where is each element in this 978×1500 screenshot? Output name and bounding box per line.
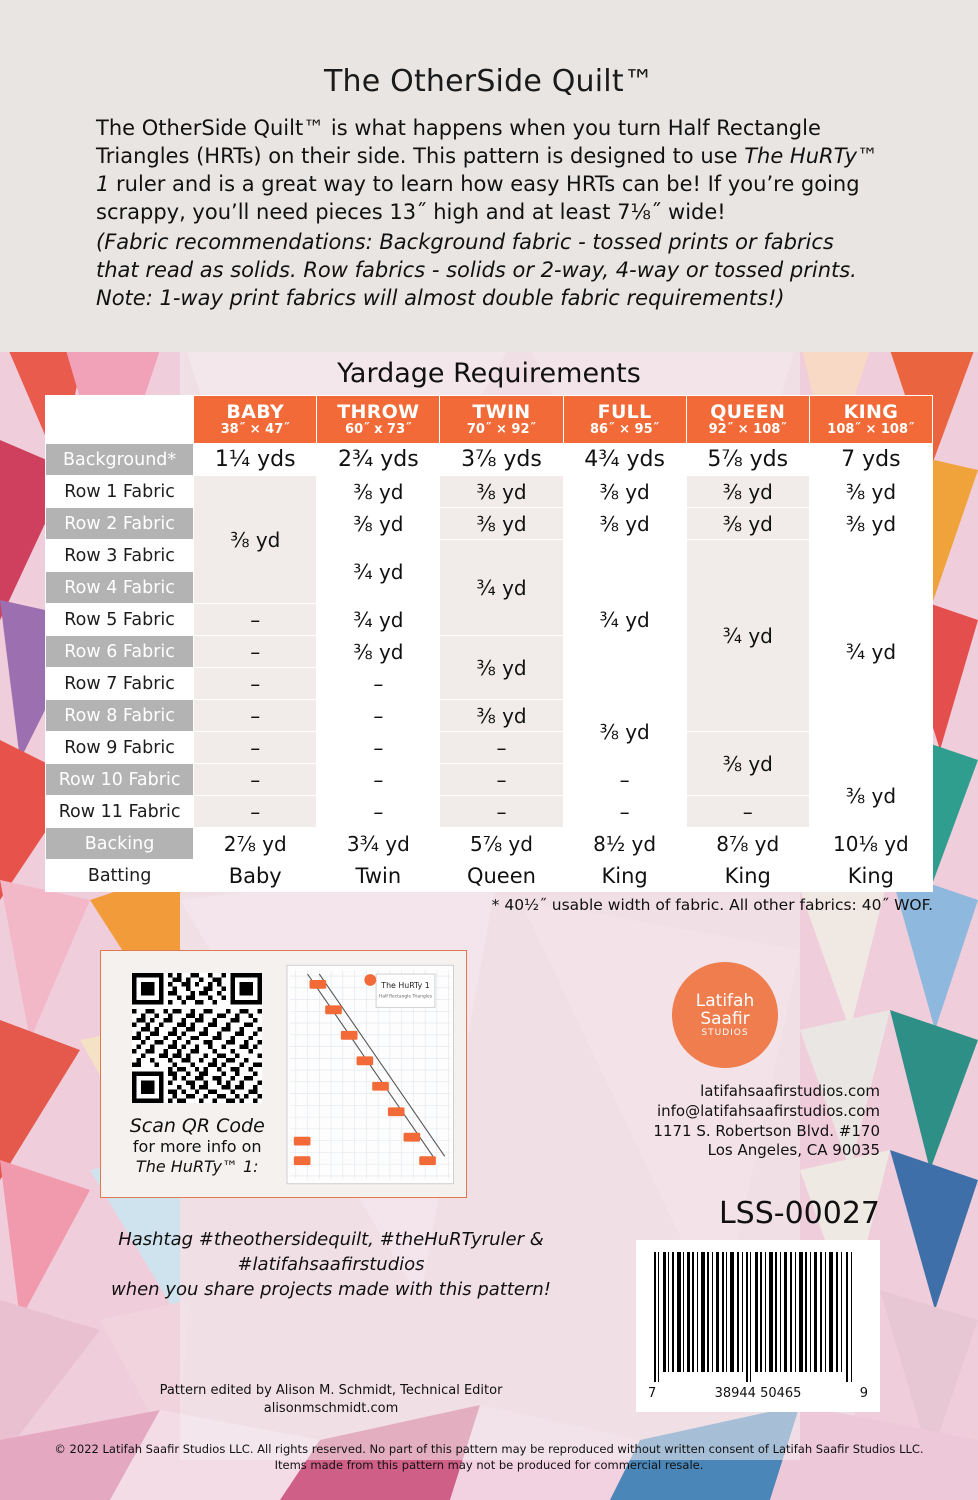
cell-rows3to5-twin: ¾ yd bbox=[440, 540, 563, 636]
ruler-name-italic: The HuRTy™ 1 bbox=[96, 143, 879, 196]
row-label-row5: Row 5 Fabric bbox=[46, 604, 194, 636]
barcode-main-digits: 38944 50465 bbox=[714, 1386, 802, 1401]
cell-background-throw: 2¾ yds bbox=[317, 444, 440, 476]
copyright-block bbox=[49, 1442, 929, 1473]
cell-rows9to10-queen: ⅜ yd bbox=[686, 732, 809, 796]
contact-address-line2: Los Angeles, CA 90035 bbox=[707, 1141, 880, 1160]
intro-text-part1: The OtherSide Quilt™ is what happens when you turn Half Rectangle Triangles (HRTs) on their side. This pattern is designed to use bbox=[96, 116, 821, 168]
cell-row11-throw: – bbox=[317, 796, 440, 828]
cell-row1-twin: ⅜ yd bbox=[440, 476, 563, 508]
cell-rows6to7-twin: ⅜ yd bbox=[440, 636, 563, 700]
hashtags-line1: Hashtag #theothersidequilt, #theHuRTyruler & bbox=[118, 1229, 544, 1250]
column-header-throw bbox=[317, 396, 440, 444]
cell-backing-full: 8½ yd bbox=[563, 828, 686, 860]
cell-batting-king: King bbox=[809, 860, 932, 892]
cell-row6-baby: – bbox=[194, 636, 317, 668]
cell-rows10to11-king: ⅜ yd bbox=[809, 764, 932, 828]
cell-row2-twin: ⅜ yd bbox=[440, 508, 563, 540]
size-dims: 86˝ × 95˝ bbox=[590, 421, 660, 437]
cell-rows3to9-king: ¾ yd bbox=[809, 540, 932, 764]
qr-caption-product: The HuRTy™ 1: bbox=[135, 1156, 259, 1176]
copyright-line2: Items made from this pattern may not be produced for commercial resale. bbox=[274, 1457, 704, 1472]
cell-row2-full: ⅜ yd bbox=[563, 508, 686, 540]
cell-batting-throw: Twin bbox=[317, 860, 440, 892]
cell-row11-queen: – bbox=[686, 796, 809, 828]
cell-row6-throw: ⅜ yd bbox=[317, 636, 440, 668]
row-label-row9: Row 9 Fabric bbox=[46, 732, 194, 764]
cell-row8-baby: – bbox=[194, 700, 317, 732]
editor-credit-line: Pattern edited by Alison M. Schmidt, Technical Editor bbox=[159, 1383, 503, 1398]
column-header-baby bbox=[194, 396, 317, 444]
cell-row10-twin: – bbox=[440, 764, 563, 796]
table-row bbox=[46, 860, 933, 892]
cell-rows1to4-baby: ⅜ yd bbox=[194, 476, 317, 604]
row-label-row7: Row 7 Fabric bbox=[46, 668, 194, 700]
size-name: QUEEN bbox=[710, 400, 786, 423]
column-header-twin bbox=[440, 396, 563, 444]
cell-background-queen: 5⅞ yds bbox=[686, 444, 809, 476]
size-name: BABY bbox=[226, 400, 285, 423]
cell-row5-baby: – bbox=[194, 604, 317, 636]
cell-row10-baby: – bbox=[194, 764, 317, 796]
table-row bbox=[46, 508, 933, 540]
editor-credit-block bbox=[96, 1382, 566, 1417]
cell-row2-throw: ⅜ yd bbox=[317, 508, 440, 540]
column-header-full bbox=[563, 396, 686, 444]
cell-row1-queen: ⅜ yd bbox=[686, 476, 809, 508]
table-row bbox=[46, 828, 933, 860]
cell-row5-throw: ¾ yd bbox=[317, 604, 440, 636]
cell-row9-baby: – bbox=[194, 732, 317, 764]
cell-backing-twin: 5⅞ yd bbox=[440, 828, 563, 860]
row-label-batting: Batting bbox=[46, 860, 194, 892]
cell-row9-twin: – bbox=[440, 732, 563, 764]
hashtags-line2: #latifahsaafirstudios bbox=[237, 1253, 425, 1275]
cell-row2-queen: ⅜ yd bbox=[686, 508, 809, 540]
size-dims: 38˝ × 47˝ bbox=[220, 421, 290, 437]
cell-backing-queen: 8⅞ yd bbox=[686, 828, 809, 860]
row-label-row8: Row 8 Fabric bbox=[46, 700, 194, 732]
qr-caption-more-info: for more info on bbox=[132, 1136, 262, 1156]
yardage-table bbox=[45, 395, 933, 892]
header-panel bbox=[0, 0, 978, 352]
hashtags-line3: when you share projects made with this pattern! bbox=[110, 1278, 552, 1300]
barcode-block bbox=[636, 1240, 880, 1412]
svg-text:The HuRTy 1: The HuRTy 1 bbox=[380, 980, 430, 990]
qr-code-icon[interactable] bbox=[132, 973, 262, 1103]
cell-row1-full: ⅜ yd bbox=[563, 476, 686, 508]
cell-row7-baby: – bbox=[194, 668, 317, 700]
qr-info-card[interactable] bbox=[100, 950, 467, 1198]
cell-background-king: 7 yds bbox=[809, 444, 932, 476]
cell-row7-throw: – bbox=[317, 668, 440, 700]
cell-background-twin: 3⅞ yds bbox=[440, 444, 563, 476]
barcode-image bbox=[646, 1248, 870, 1386]
intro-text-part3: ruler and is a great way to learn how easy HRTs can be! If you’re going scrappy, you’ll need pieces 13˝ high and at least 7⅛˝ wide! bbox=[96, 171, 860, 224]
qr-caption-scan: Scan QR Code bbox=[129, 1114, 265, 1137]
intro-paragraph bbox=[96, 115, 882, 312]
cell-batting-twin: Queen bbox=[440, 860, 563, 892]
cell-row10-throw: – bbox=[317, 764, 440, 796]
hashtags-block bbox=[96, 1228, 566, 1302]
row-label-backing: Backing bbox=[46, 828, 194, 860]
column-header-king bbox=[809, 396, 932, 444]
size-dims: 92˝ × 108˝ bbox=[708, 421, 787, 437]
yardage-footnote: * 40½˝ usable width of fabric. All other fabrics: 40˝ WOF. bbox=[491, 896, 933, 914]
table-row bbox=[46, 732, 933, 764]
size-name: FULL bbox=[597, 400, 652, 423]
cell-row9-throw: – bbox=[317, 732, 440, 764]
cell-row1-throw: ⅜ yd bbox=[317, 476, 440, 508]
size-name: THROW bbox=[337, 400, 420, 423]
product-sku: LSS-00027 bbox=[718, 1196, 880, 1231]
cell-row11-full: – bbox=[563, 796, 686, 828]
contact-website[interactable]: latifahsaafirstudios.com bbox=[700, 1082, 880, 1100]
contact-email[interactable]: info@latifahsaafirstudios.com bbox=[656, 1101, 880, 1120]
cell-row10-full: – bbox=[563, 764, 686, 796]
cell-backing-throw: 3¾ yd bbox=[317, 828, 440, 860]
qr-card-left bbox=[113, 973, 282, 1176]
cell-batting-baby: Baby bbox=[194, 860, 317, 892]
row-label-row2: Row 2 Fabric bbox=[46, 508, 194, 540]
size-name: TWIN bbox=[472, 400, 531, 423]
editor-website[interactable]: alisonmschmidt.com bbox=[263, 1400, 399, 1416]
cell-batting-full: King bbox=[563, 860, 686, 892]
size-name: KING bbox=[843, 400, 899, 423]
brand-line1: Latifah bbox=[695, 990, 755, 1011]
yardage-section bbox=[0, 352, 978, 914]
row-label-row4: Row 4 Fabric bbox=[46, 572, 194, 604]
cell-rows3to7-full: ¾ yd bbox=[563, 540, 686, 700]
ruler-product-image bbox=[286, 962, 455, 1187]
cell-rows8to9-full: ⅜ yd bbox=[563, 700, 686, 764]
contact-address-line1: 1171 S. Robertson Blvd. #170 bbox=[653, 1121, 880, 1140]
yardage-heading: Yardage Requirements bbox=[337, 358, 641, 389]
cell-row1-king: ⅜ yd bbox=[809, 476, 932, 508]
barcode-right-digit: 9 bbox=[859, 1386, 868, 1401]
cell-row11-baby: – bbox=[194, 796, 317, 828]
table-row bbox=[46, 476, 933, 508]
cell-rows3to4-throw: ¾ yd bbox=[317, 540, 440, 604]
cell-row11-twin: – bbox=[440, 796, 563, 828]
row-label-row10: Row 10 Fabric bbox=[46, 764, 194, 796]
cell-background-full: 4¾ yds bbox=[563, 444, 686, 476]
brand-line2: Saafir bbox=[700, 1009, 750, 1030]
table-row bbox=[46, 444, 933, 476]
row-label-row3: Row 3 Fabric bbox=[46, 540, 194, 572]
cell-backing-king: 10⅛ yd bbox=[809, 828, 932, 860]
fabric-recommendations: (Fabric recommendations: Background fabric - tossed prints or fabrics that read as solids. Row fabrics - solids or 2-way, 4-way or tossed prints. Note: 1-way print fabrics will almost double fabric requirements!) bbox=[96, 229, 857, 310]
cell-backing-baby: 2⅞ yd bbox=[194, 828, 317, 860]
size-dims: 60˝ x 73˝ bbox=[345, 421, 412, 437]
barcode-digits bbox=[646, 1386, 870, 1401]
contact-block bbox=[560, 1082, 880, 1161]
page-title: The OtherSide Quilt™ bbox=[324, 64, 654, 99]
cell-background-baby: 1¼ yds bbox=[194, 444, 317, 476]
size-dims: 70˝ × 92˝ bbox=[466, 421, 537, 437]
svg-text:Half Rectangle Triangles: Half Rectangle Triangles bbox=[378, 994, 432, 1000]
row-label-row11: Row 11 Fabric bbox=[46, 796, 194, 828]
size-dims: 108˝ × 108˝ bbox=[827, 421, 915, 437]
barcode-left-digit: 7 bbox=[648, 1386, 657, 1401]
table-row bbox=[46, 540, 933, 572]
cell-rows3to8-queen: ¾ yd bbox=[686, 540, 809, 732]
brand-line3: STUDIOS bbox=[701, 1027, 749, 1038]
table-corner-cell bbox=[46, 396, 194, 444]
row-label-background: Background* bbox=[46, 444, 194, 476]
cell-row8-throw: – bbox=[317, 700, 440, 732]
copyright-line1: © 2022 Latifah Saafir Studios LLC. All rights reserved. No part of this pattern may be reproduced without written consent of Latifah Saafir Studios LLC. bbox=[54, 1442, 924, 1456]
cell-batting-queen: King bbox=[686, 860, 809, 892]
table-row bbox=[46, 796, 933, 828]
row-label-row1: Row 1 Fabric bbox=[46, 476, 194, 508]
table-header-row bbox=[46, 396, 933, 444]
column-header-queen bbox=[686, 396, 809, 444]
cell-row8-twin: ⅜ yd bbox=[440, 700, 563, 732]
brand-logo-badge bbox=[672, 962, 778, 1068]
row-label-row6: Row 6 Fabric bbox=[46, 636, 194, 668]
cell-row2-king: ⅜ yd bbox=[809, 508, 932, 540]
